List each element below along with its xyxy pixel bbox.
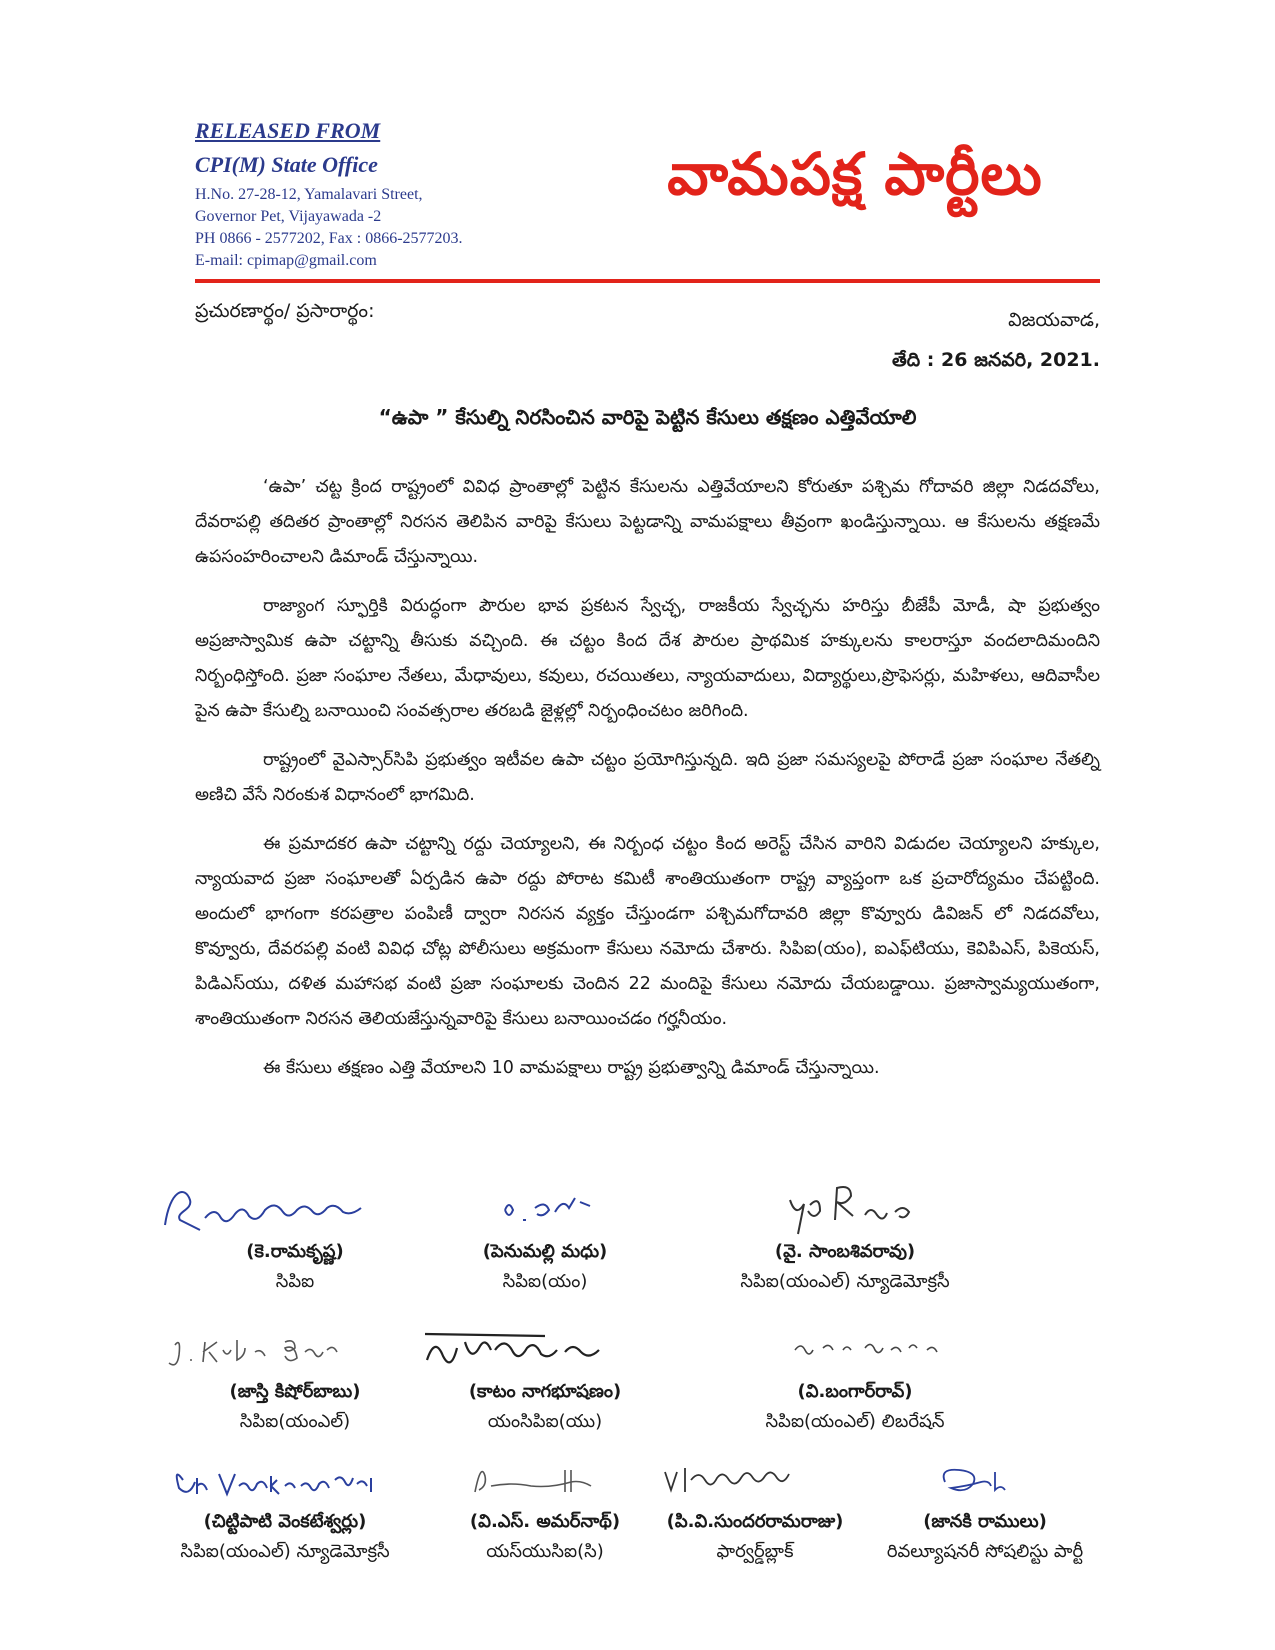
signatory-party: సిపిఐ(యంఎల్) xyxy=(239,1411,351,1432)
signature-mark xyxy=(395,1180,695,1238)
signatory-name: (చిట్టిపాటి వెంకటేశ్వర్లు) xyxy=(203,1511,367,1532)
signatory-name: (పి.వి.సుందరరామరాజు) xyxy=(666,1511,844,1532)
signatory-party: రివల్యూషనరీ సోషలిస్టు పార్టీ xyxy=(886,1541,1084,1562)
paragraph: ఈ కేసులు తక్షణం ఎత్తి వేయాలని 10 వామపక్షాలు రాష్ట్ర ప్రభుత్వాన్ని డిమాండ్ చేస్తున్నాయి. xyxy=(263,1058,880,1078)
paragraph: రాష్ట్రంలో వైఎస్సార్‌సిపి ప్రభుత్వం ఇటీవల ఉపా చట్టం ప్రయోగిస్తున్నది. ఇది ప్రజా సమస్యలపై పోరాడే ప్రజా సంఘాల నేతల్ని అణిచి వేసే నిరంకుశ విధానంలో భాగమిది. xyxy=(195,750,1100,805)
signatory-party: సిపిఐ(యంఎల్) లిబరేషన్ xyxy=(765,1411,945,1432)
release-label: ప్రచురణార్థం/ ప్రసారార్థం: xyxy=(195,300,375,322)
signature-mark xyxy=(395,1320,695,1378)
signatory-name: (జాస్తి కిషోర్‌బాబు) xyxy=(229,1381,361,1402)
signatory-party: యంసిపిఐ(యు) xyxy=(487,1411,603,1432)
signatory xyxy=(135,1450,435,1568)
address-line: H.No. 27-28-12, Yamalavari Street, xyxy=(195,186,423,203)
signature-mark xyxy=(835,1450,1135,1508)
signatory-party: సిపిఐ(యం) xyxy=(502,1271,588,1292)
paragraph: రాజ్యాంగ స్ఫూర్తికి విరుద్ధంగా పౌరుల భావ ప్రకటన స్వేచ్ఛ, రాజకీయ స్వేచ్ఛను హరిస్తు బీజేపీ మోడీ, షా ప్రభుత్వం అప్రజాస్వామిక ఉపా చట్టాన్ని తీసుకు వచ్చింది. ఈ చట్టం కింద దేశ పౌరుల ప్రాథమిక హక్కులను కాలరాస్తూ వందలాదిమందిని నిర్బంధిస్తోంది. ప్రజా సంఘాల నేతలు, మేధావులు, కవులు, రచయితలు, న్యాయవాదులు, విద్యార్థులు,ప్రొఫెసర్లు, మహిళలు, ఆదివాసీల పైన ఉపా కేసుల్ని బనాయించి సంవత్సరాల తరబడి జైళ్లల్లో నిర్బంధించటం జరిగింది. xyxy=(195,596,1100,721)
signature-mark xyxy=(705,1320,1005,1378)
signatory-party: సిపిఐ xyxy=(275,1271,315,1292)
place: విజయవాడ, xyxy=(1008,309,1100,331)
brand-title: వామపక్ష పార్టీలు xyxy=(667,140,1043,208)
signatory-name: (కె.రామకృష్ణ) xyxy=(246,1241,344,1262)
signatory xyxy=(395,1180,695,1298)
signatory-name: (పెనుమల్లి మధు) xyxy=(482,1241,608,1262)
headline: “ఉపా ” కేసుల్ని నిరసించిన వారిపై పెట్టిన కేసులు తక్షణం ఎత్తివేయాలి xyxy=(378,405,917,429)
signature-mark xyxy=(135,1450,435,1508)
paragraph: ఈ ప్రమాదకర ఉపా చట్టాన్ని రద్దు చెయ్యాలని, ఈ నిర్బంధ చట్టం కింద అరెస్ట్ చేసిన వారిని విడుదల చెయ్యాలని హక్కుల, న్యాయవాద ప్రజా సంఘాలతో ఏర్పడిన ఉపా రద్దు పోరాట కమిటీ శాంతియుతంగా రాష్ట్ర వ్యాప్తంగా ఒక ప్రచారోద్యమం చేపట్టింది. అందులో భాగంగా కరపత్రాల పంపిణీ ద్వారా నిరసన వ్యక్తం చేస్తుండగా పశ్చిమగోదావరి జిల్లా కొవ్వూరు డివిజన్ లో నిడదవోలు, కొవ్వూరు, దేవరపల్లి వంటి వివిధ చోట్ల పోలీసులు అక్రమంగా కేసులు నమోదు చేశారు. సిపిఐ(యం), ఐఎఫ్‌టియు, కెవిపిఎస్, పికెయస్, పిడిఎస్‌యు, దళిత మహాసభ వంటి ప్రజా సంఘాలకు చెందిన 22 మందిపై కేసులు నమోదు చేయబడ్డాయి. ప్రజాస్వామ్యయుతంగా, శాంతియుతంగా నిరసన తెలియజేస్తున్నవారిపై కేసులు బనాయించడం గర్హనీయం. xyxy=(195,834,1100,1029)
signatory xyxy=(705,1320,1005,1438)
email-line: E-mail: cpimap@gmail.com xyxy=(195,252,377,269)
letterhead xyxy=(195,118,575,272)
paragraph: ‘ఉపా’ చట్ట క్రింద రాష్ట్రంలో వివిధ ప్రాంతాల్లో పెట్టిన కేసులను ఎత్తివేయాలని కోరుతూ పశ్చిమ గోదావరి జిల్లా నిడదవోలు, దేవరాపల్లి తదితర ప్రాంతాల్లో నిరసన తెలిపిన వారిపై కేసులు పెట్టడాన్ని వామపక్షాలు తీవ్రంగా ఖండిస్తున్నాయి. ఆ కేసులను తక్షణమే ఉపసంహరించాలని డిమాండ్ చేస్తున్నాయి. xyxy=(195,477,1100,567)
address-line: Governor Pet, Vijayawada -2 xyxy=(195,208,382,225)
released-from-label: RELEASED FROM xyxy=(195,118,381,143)
place-date-block xyxy=(892,300,1100,380)
signatory-party: సిపిఐ(యంఎల్) న్యూడెమోక్రసీ xyxy=(740,1271,950,1292)
signatory-name: (కాటం నాగభూషణం) xyxy=(468,1381,622,1402)
signatory-name: (జానకి రాములు) xyxy=(923,1511,1047,1532)
header-divider xyxy=(195,279,1100,283)
signatory-name: (వై. సాంబశివరావు) xyxy=(774,1241,916,1262)
signature-mark xyxy=(695,1180,995,1238)
date: తేది : 26 జనవరి, 2021. xyxy=(891,349,1100,371)
signatory xyxy=(835,1450,1135,1568)
signatory-party: సిపిఐ(యంఎల్) న్యూడెమోక్రసీ xyxy=(180,1541,390,1562)
signatory-name: (వి.బంగార్‌రావ్) xyxy=(797,1381,913,1402)
signatory-name: (వి.ఎస్. అమర్‌నాథ్) xyxy=(469,1511,621,1532)
signatory-party: ఫార్వర్డ్‌బ్లాక్ xyxy=(716,1541,794,1562)
signatory xyxy=(695,1180,995,1298)
office-name: CPI(M) State Office xyxy=(195,152,378,177)
signatory xyxy=(395,1320,695,1438)
signatory-party: యస్‌యుసిఐ(సి) xyxy=(486,1541,604,1562)
body-text xyxy=(195,470,1100,1100)
phone-fax-line: PH 0866 - 2577202, Fax : 0866-2577203. xyxy=(195,230,463,247)
